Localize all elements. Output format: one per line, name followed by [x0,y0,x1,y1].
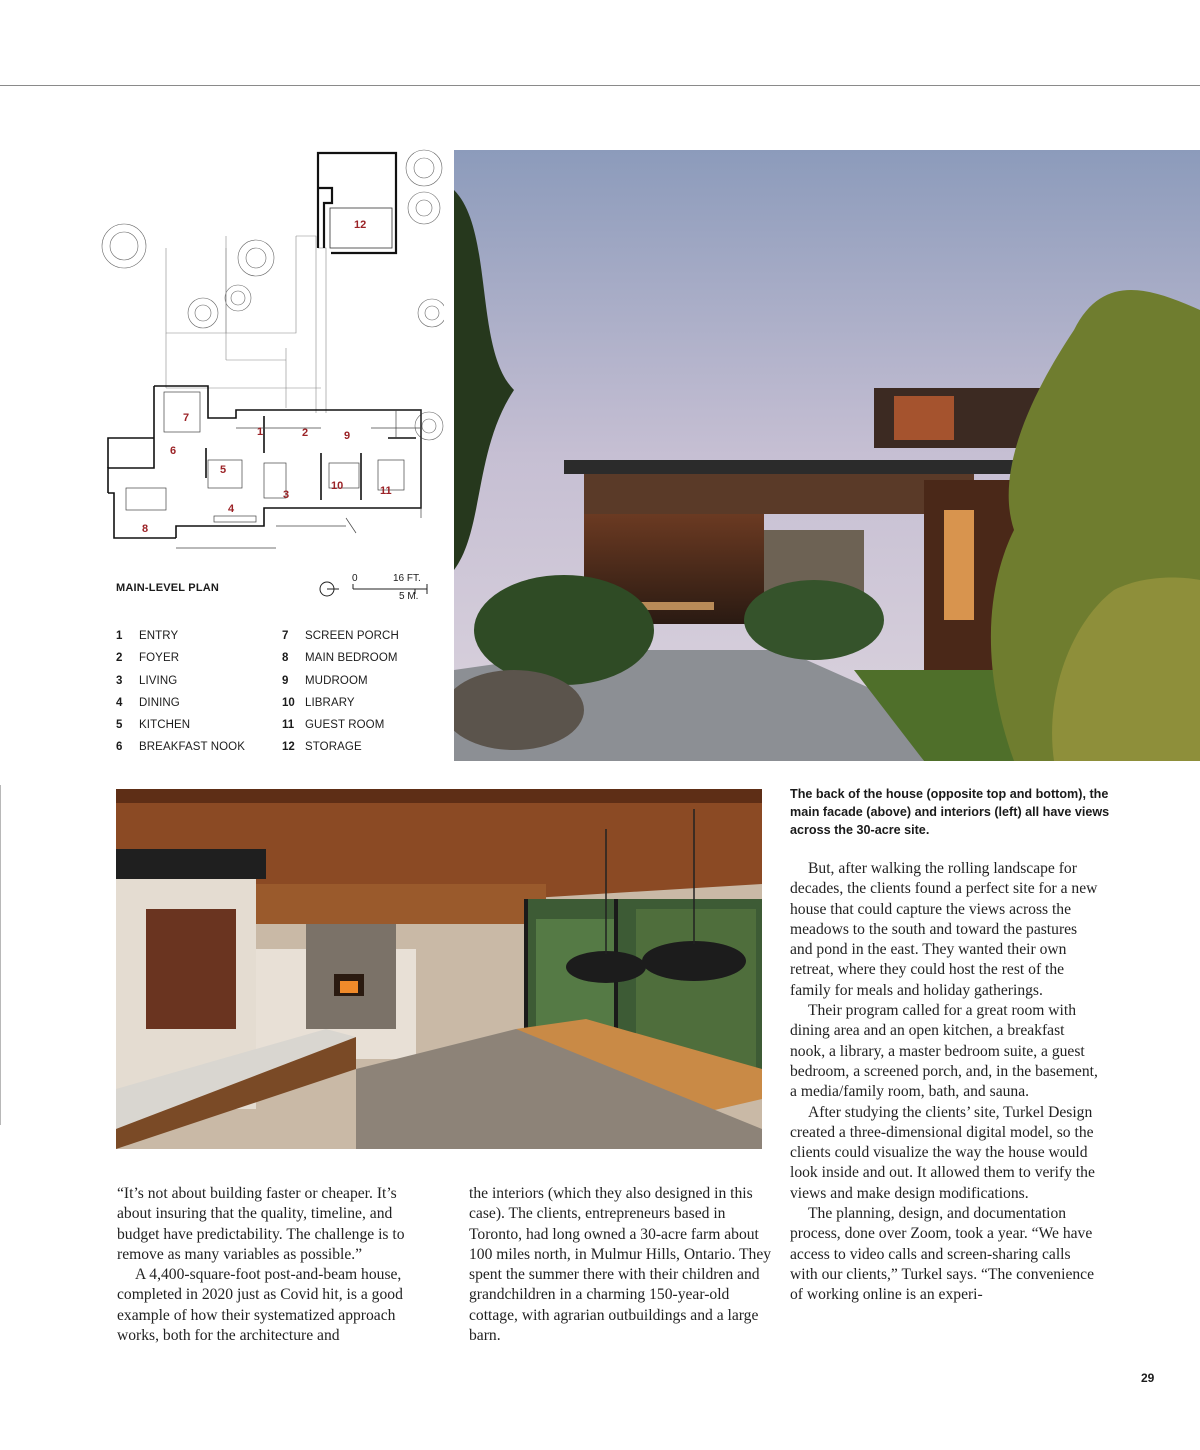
article-column-3 [790,859,1102,1306]
plan-title: MAIN-LEVEL PLAN [116,582,220,594]
scale-bar [315,572,435,606]
svg-text:7: 7 [183,412,190,424]
legend-number: 9 [282,674,289,687]
article-column-1 [117,1184,427,1346]
legend-number: 6 [116,741,123,754]
legend-column-right [282,630,452,764]
svg-text:5: 5 [220,464,227,476]
legend-label: MAIN BEDROOM [305,652,398,665]
legend-number: 10 [282,696,295,709]
paragraph: But, after walking the rolling landscape for decades, the clients found a perfect site for a new house that could capture the views across the meadows to the south and toward the pastures and pond in the east. They wanted their own retreat, where they could host the rest of the family for meals and holiday gatherings. [790,860,1098,999]
legend-label: STORAGE [305,741,362,754]
paragraph: The planning, design, and documentation process, done over Zoom, took a year. “We have access to video calls and screen-sharing calls with our clients,” Turkel says. “The convenience of working online is an experi- [790,1205,1095,1304]
legend-label: ENTRY [139,630,179,642]
legend-number: 2 [116,652,123,665]
paragraph: After studying the clients’ site, Turkel Design created a three-dimensional digital model, so the clients could visualize the way the house would look inside and out. It allowed them to verify the views and make design modifications. [790,1103,1095,1202]
scale-zero: 0 [352,573,358,584]
legend-number: 8 [282,652,289,665]
legend-item [282,741,452,763]
legend-label: MUDROOM [305,674,368,687]
svg-text:3: 3 [283,489,290,501]
svg-text:6: 6 [170,445,177,457]
header-rule [0,85,1200,86]
gutter-rule [0,785,1,1125]
legend-number: 7 [282,630,289,642]
svg-text:10: 10 [331,480,344,492]
legend-label: FOYER [139,652,180,665]
paragraph: the interiors (which they also designed in this case). The clients, entrepreneurs based in Toronto, had long owned a 30-acre farm about 100 miles north, in Mulmur Hills, Ontario. They spent the summer there with their children and grandchildren in a charming 150-year-old cottage, with agrarian outbuildings and a large barn. [469,1185,772,1345]
photo-caption: The back of the house (opposite top and bottom), the main facade (above) and interiors (left) all have views across the 30-acre site. [790,787,1110,837]
legend-item [116,741,286,763]
legend-item [282,675,452,697]
svg-text:4: 4 [228,503,235,515]
svg-text:11: 11 [380,485,392,497]
legend-label: KITCHEN [139,719,191,732]
legend-item [116,630,286,652]
scale-m: 5 M. [399,591,419,602]
legend-number: 3 [116,674,123,687]
article-column-2 [469,1184,779,1346]
interior-photo [116,789,762,1149]
svg-text:9: 9 [344,430,351,442]
svg-text:2: 2 [302,427,309,439]
legend-item [282,719,452,741]
floor-plan [96,148,444,568]
legend-item [116,652,286,674]
svg-text:12: 12 [354,219,367,231]
legend-label: GUEST ROOM [305,719,385,732]
paragraph: Their program called for a great room with dining area and an open kitchen, a breakfast nook, a library, a master bedroom suite, a guest bedroom, a screened porch, and, in the basement, a media/family room, bath, and sauna. [790,1002,1098,1101]
svg-text:8: 8 [142,523,149,535]
paragraph: A 4,400-square-foot post-and-beam house, completed in 2020 just as Covid hit, is a good example of how their systematized approach works, both for the architecture and [117,1266,403,1345]
legend-item [116,697,286,719]
legend-label: SCREEN PORCH [305,630,399,642]
legend-item [282,652,452,674]
scale-ft: 16 FT. [393,573,421,584]
exterior-photo [454,150,1200,761]
legend-label: LIBRARY [305,696,355,709]
paragraph: “It’s not about building faster or cheaper. It’s about insuring that the quality, timeline, and budget have predictability. The challenge is to remove as many variables as possible.” [117,1185,405,1263]
north-arrow-icon [320,582,339,596]
legend-number: 5 [116,719,123,732]
legend-column-left [116,630,286,764]
legend-number: 1 [116,630,123,642]
legend-item [282,630,452,652]
legend-item [116,719,286,741]
svg-text:1: 1 [257,426,264,438]
legend-number: 11 [282,719,295,732]
page-number: 29 [1141,1371,1155,1385]
legend-label: BREAKFAST NOOK [139,741,245,754]
legend-number: 4 [116,696,123,709]
legend-item [116,675,286,697]
legend-label: DINING [139,696,180,709]
legend-item [282,697,452,719]
legend-number: 12 [282,741,295,754]
legend-label: LIVING [139,674,178,687]
